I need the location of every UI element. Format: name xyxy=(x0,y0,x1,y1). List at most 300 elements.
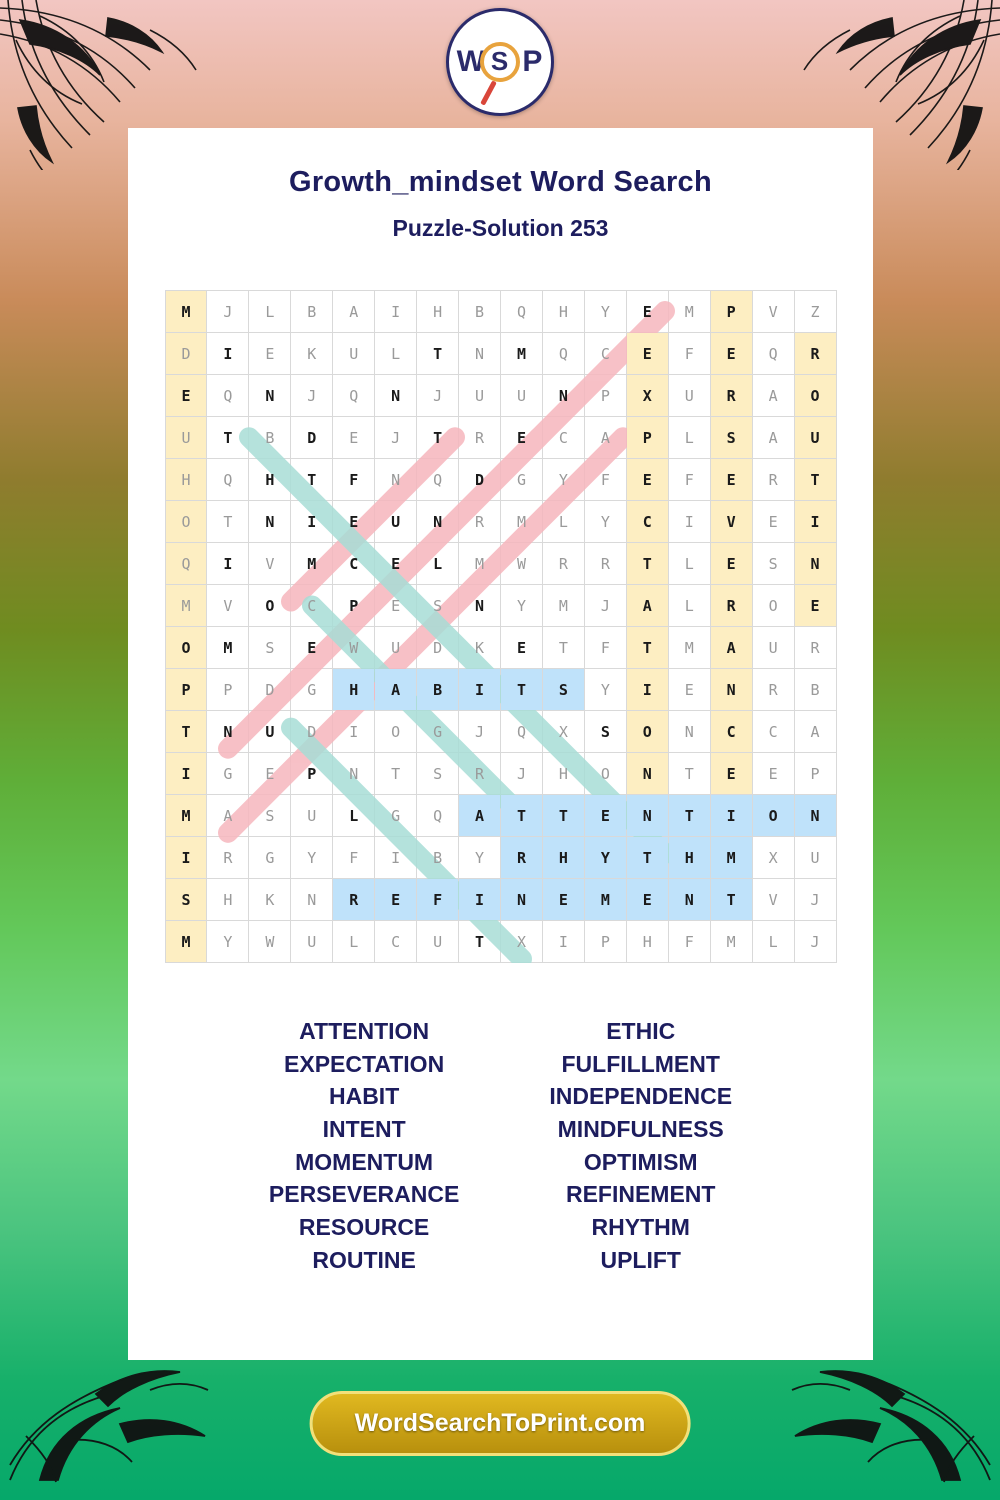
grid-cell[interactable]: K xyxy=(249,879,291,921)
grid-row xyxy=(165,459,836,501)
word-list-item: INDEPENDENCE xyxy=(549,1083,733,1110)
grid-cell[interactable]: P xyxy=(584,921,626,963)
grid-cell[interactable]: O xyxy=(165,627,207,669)
grid-cell[interactable]: I xyxy=(375,837,417,879)
grid-cell[interactable]: I xyxy=(668,501,710,543)
grid-cell[interactable]: T xyxy=(710,879,752,921)
grid-cell[interactable]: Q xyxy=(501,291,543,333)
grid-cell[interactable]: H xyxy=(668,837,710,879)
grid-cell[interactable]: M xyxy=(165,795,207,837)
grid-cell[interactable]: P xyxy=(291,753,333,795)
grid-cell[interactable]: U xyxy=(165,417,207,459)
grid-row xyxy=(165,291,836,333)
grid-cell[interactable]: T xyxy=(291,459,333,501)
grid-row xyxy=(165,711,836,753)
grid-cell[interactable]: E xyxy=(375,879,417,921)
grid-cell[interactable]: N xyxy=(794,795,836,837)
word-list-item: ETHIC xyxy=(606,1018,676,1044)
grid-cell[interactable]: A xyxy=(207,795,249,837)
grid-cell[interactable]: S xyxy=(249,795,291,837)
grid-cell[interactable]: C xyxy=(333,543,375,585)
grid-cell[interactable]: S xyxy=(249,627,291,669)
grid-cell[interactable]: T xyxy=(668,795,710,837)
grid-cell[interactable]: E xyxy=(501,627,543,669)
grid-cell[interactable]: O xyxy=(752,585,794,627)
word-list-item: ROUTINE xyxy=(312,1246,416,1273)
grid-cell[interactable]: L xyxy=(333,795,375,837)
grid-cell[interactable]: E xyxy=(584,795,626,837)
grid-cell[interactable]: H xyxy=(249,459,291,501)
grid-cell[interactable]: Y xyxy=(584,501,626,543)
word-list-item: UPLIFT xyxy=(600,1246,681,1273)
word-list-item: HABIT xyxy=(328,1083,400,1110)
grid-row xyxy=(165,543,836,585)
grid-cell[interactable]: K xyxy=(459,627,501,669)
grid-cell[interactable]: N xyxy=(249,375,291,417)
grid-cell[interactable]: E xyxy=(249,333,291,375)
grid-cell[interactable]: C xyxy=(291,585,333,627)
grid-cell[interactable]: R xyxy=(501,837,543,879)
grid-cell[interactable]: Q xyxy=(501,711,543,753)
grid-cell[interactable]: T xyxy=(668,753,710,795)
grid-cell[interactable]: I xyxy=(710,795,752,837)
grid-cell[interactable]: M xyxy=(710,837,752,879)
grid-cell[interactable]: Y xyxy=(584,669,626,711)
grid-cell[interactable]: T xyxy=(794,459,836,501)
grid-cell[interactable]: R xyxy=(333,879,375,921)
grid-cell[interactable]: I xyxy=(165,837,207,879)
grid-cell[interactable]: Q xyxy=(542,333,584,375)
grid-cell[interactable]: Y xyxy=(584,837,626,879)
grid-cell[interactable]: L xyxy=(249,291,291,333)
grid-cell[interactable]: T xyxy=(626,627,668,669)
grid-row xyxy=(165,627,836,669)
grid-cell[interactable]: O xyxy=(249,585,291,627)
site-url-button[interactable]: WordSearchToPrint.com xyxy=(310,1391,691,1456)
grid-cell[interactable]: J xyxy=(291,375,333,417)
grid-row xyxy=(165,753,836,795)
grid-cell[interactable]: N xyxy=(501,879,543,921)
grid-cell[interactable]: M xyxy=(501,501,543,543)
grid-cell[interactable]: O xyxy=(752,795,794,837)
grid-cell[interactable]: E xyxy=(752,501,794,543)
word-list-item: OPTIMISM xyxy=(583,1148,698,1175)
grid-cell[interactable]: N xyxy=(417,501,459,543)
grid-cell[interactable]: R xyxy=(459,753,501,795)
grid-cell[interactable]: L xyxy=(752,921,794,963)
grid-cell[interactable]: A xyxy=(794,711,836,753)
grid-cell[interactable]: L xyxy=(668,417,710,459)
grid-cell[interactable]: W xyxy=(333,627,375,669)
grid-cell[interactable]: U xyxy=(291,921,333,963)
word-list-item: ATTENTION xyxy=(299,1018,430,1044)
grid-cell[interactable]: B xyxy=(794,669,836,711)
grid-cell[interactable]: A xyxy=(375,669,417,711)
grid-cell[interactable]: T xyxy=(542,627,584,669)
grid-cell[interactable]: P xyxy=(165,669,207,711)
grid-cell[interactable]: P xyxy=(710,291,752,333)
grid-cell[interactable]: P xyxy=(207,669,249,711)
word-list-item: FULFILLMENT xyxy=(561,1050,720,1077)
grid-cell[interactable]: B xyxy=(291,291,333,333)
grid-cell[interactable]: I xyxy=(459,879,501,921)
grid-cell[interactable]: A xyxy=(752,417,794,459)
word-search-grid[interactable] xyxy=(165,290,837,963)
grid-cell[interactable]: D xyxy=(165,333,207,375)
grid-cell[interactable]: U xyxy=(794,837,836,879)
grid-cell[interactable]: Y xyxy=(459,837,501,879)
grid-cell[interactable]: R xyxy=(207,837,249,879)
grid-cell[interactable]: S xyxy=(417,753,459,795)
grid-cell[interactable]: T xyxy=(626,543,668,585)
grid-cell[interactable]: P xyxy=(333,585,375,627)
word-list-item: EXPECTATION xyxy=(284,1050,445,1077)
page-subtitle: Puzzle-Solution 253 xyxy=(392,215,609,241)
grid-cell[interactable]: F xyxy=(417,879,459,921)
logo-letter-s: S xyxy=(490,45,510,76)
grid-cell[interactable]: Q xyxy=(207,459,249,501)
grid-cell[interactable]: E xyxy=(501,417,543,459)
grid-cell[interactable]: M xyxy=(165,291,207,333)
grid-cell[interactable]: U xyxy=(501,375,543,417)
grid-cell[interactable]: X xyxy=(501,921,543,963)
word-list-item: PERSEVERANCE xyxy=(268,1181,460,1208)
grid-cell[interactable]: O xyxy=(165,501,207,543)
grid-cell[interactable]: L xyxy=(375,333,417,375)
grid-cell[interactable]: T xyxy=(501,669,543,711)
grid-cell[interactable]: U xyxy=(459,375,501,417)
grid-cell[interactable]: N xyxy=(249,501,291,543)
grid-cell[interactable]: O xyxy=(375,711,417,753)
grid-cell[interactable]: U xyxy=(375,627,417,669)
grid-cell[interactable]: R xyxy=(542,543,584,585)
grid-cell[interactable]: V xyxy=(752,879,794,921)
grid-cell[interactable]: M xyxy=(668,627,710,669)
grid-cell[interactable]: T xyxy=(417,417,459,459)
grid-cell[interactable]: E xyxy=(626,459,668,501)
grid-cell[interactable]: A xyxy=(710,627,752,669)
grid-cell[interactable]: E xyxy=(710,543,752,585)
grid-cell[interactable]: I xyxy=(165,753,207,795)
grid-cell[interactable]: H xyxy=(626,921,668,963)
grid-cell[interactable]: M xyxy=(710,921,752,963)
grid-cell[interactable]: D xyxy=(459,459,501,501)
grid-cell[interactable]: M xyxy=(668,291,710,333)
grid-cell[interactable]: V xyxy=(207,585,249,627)
grid-cell[interactable]: I xyxy=(542,921,584,963)
grid-cell[interactable]: F xyxy=(668,333,710,375)
grid-row xyxy=(165,921,836,963)
grid-cell[interactable]: T xyxy=(459,921,501,963)
grid-cell[interactable]: V xyxy=(249,543,291,585)
grid-cell[interactable]: W xyxy=(501,543,543,585)
grid-cell[interactable]: T xyxy=(165,711,207,753)
word-list-item: RHYTHM xyxy=(591,1213,690,1240)
grid-cell[interactable]: E xyxy=(668,669,710,711)
grid-cell[interactable]: E xyxy=(752,753,794,795)
grid-cell[interactable]: P xyxy=(584,375,626,417)
grid-cell[interactable]: E xyxy=(626,333,668,375)
grid-cell[interactable]: U xyxy=(375,501,417,543)
grid-cell[interactable]: N xyxy=(291,879,333,921)
grid-cell[interactable]: H xyxy=(542,291,584,333)
grid-cell[interactable]: N xyxy=(459,333,501,375)
grid-cell[interactable]: Q xyxy=(417,795,459,837)
word-list-left xyxy=(269,1015,459,1276)
word-list-item: RESOURCE xyxy=(298,1213,430,1240)
grid-cell[interactable]: N xyxy=(542,375,584,417)
grid-cell[interactable]: V xyxy=(710,501,752,543)
grid-cell[interactable]: L xyxy=(417,543,459,585)
site-logo xyxy=(446,8,554,116)
grid-cell[interactable]: R xyxy=(794,333,836,375)
grid-cell[interactable]: P xyxy=(794,753,836,795)
grid-cell[interactable]: A xyxy=(626,585,668,627)
grid-cell[interactable]: F xyxy=(333,459,375,501)
grid-cell[interactable]: M xyxy=(542,585,584,627)
word-list-item: MINDFULNESS xyxy=(557,1115,724,1142)
grid-cell[interactable]: R xyxy=(459,501,501,543)
grid-cell[interactable]: I xyxy=(794,501,836,543)
grid-cell[interactable]: M xyxy=(165,585,207,627)
grid-cell[interactable]: O xyxy=(584,753,626,795)
grid-cell[interactable]: H xyxy=(542,837,584,879)
grid-cell[interactable]: M xyxy=(165,921,207,963)
grid-cell[interactable]: M xyxy=(459,543,501,585)
grid-cell[interactable]: G xyxy=(375,795,417,837)
grid-cell[interactable]: J xyxy=(459,711,501,753)
grid-cell[interactable]: M xyxy=(584,879,626,921)
puzzle-sheet xyxy=(128,128,873,1360)
grid-cell[interactable]: T xyxy=(207,417,249,459)
grid-cell[interactable]: E xyxy=(291,627,333,669)
grid-cell[interactable]: A xyxy=(333,291,375,333)
grid-cell[interactable]: F xyxy=(668,459,710,501)
grid-cell[interactable]: V xyxy=(752,291,794,333)
grid-cell[interactable]: F xyxy=(333,837,375,879)
grid-cell[interactable]: M xyxy=(501,333,543,375)
grid-cell[interactable]: U xyxy=(668,375,710,417)
grid-cell[interactable]: U xyxy=(291,795,333,837)
grid-cell[interactable]: R xyxy=(794,627,836,669)
grid-cell[interactable]: B xyxy=(417,669,459,711)
grid-cell[interactable]: G xyxy=(207,753,249,795)
grid-cell[interactable]: M xyxy=(207,627,249,669)
grid-row xyxy=(165,585,836,627)
grid-cell[interactable]: E xyxy=(333,417,375,459)
grid-cell[interactable]: N xyxy=(375,459,417,501)
grid-cell[interactable]: F xyxy=(584,459,626,501)
grid-cell[interactable]: J xyxy=(207,291,249,333)
grid-cell[interactable]: I xyxy=(291,501,333,543)
grid-cell[interactable]: O xyxy=(626,711,668,753)
grid-cell[interactable]: R xyxy=(710,585,752,627)
grid-cell[interactable]: F xyxy=(668,921,710,963)
grid-cell[interactable]: E xyxy=(710,333,752,375)
grid-cell[interactable]: Q xyxy=(752,333,794,375)
grid-cell[interactable]: N xyxy=(668,879,710,921)
grid-cell[interactable]: U xyxy=(249,711,291,753)
grid-cell[interactable]: Z xyxy=(794,291,836,333)
grid-cell[interactable]: U xyxy=(417,921,459,963)
grid-cell[interactable]: J xyxy=(417,375,459,417)
grid-cell[interactable]: R xyxy=(710,375,752,417)
grid-cell[interactable]: I xyxy=(207,543,249,585)
grid-cell[interactable]: G xyxy=(291,669,333,711)
grid-cell[interactable]: B xyxy=(249,417,291,459)
grid-cell[interactable]: I xyxy=(207,333,249,375)
grid-cell[interactable]: I xyxy=(333,711,375,753)
grid-cell[interactable]: J xyxy=(794,879,836,921)
grid-cell[interactable]: R xyxy=(752,459,794,501)
grid-row xyxy=(165,417,836,459)
grid-cell[interactable]: H xyxy=(333,669,375,711)
grid-cell[interactable]: G xyxy=(249,837,291,879)
grid-cell[interactable]: D xyxy=(417,627,459,669)
grid-cell[interactable]: C xyxy=(584,333,626,375)
grid-row xyxy=(165,501,836,543)
logo-letter-w: W xyxy=(456,45,486,78)
grid-cell[interactable]: S xyxy=(752,543,794,585)
grid-cell[interactable]: A xyxy=(459,795,501,837)
grid-cell[interactable]: Y xyxy=(501,585,543,627)
grid-cell[interactable]: C xyxy=(375,921,417,963)
grid-cell[interactable]: E xyxy=(333,501,375,543)
grid-cell[interactable]: M xyxy=(291,543,333,585)
grid-cell[interactable]: S xyxy=(165,879,207,921)
grid-cell[interactable]: U xyxy=(794,417,836,459)
grid-cell[interactable]: Y xyxy=(542,459,584,501)
grid-cell[interactable]: N xyxy=(794,543,836,585)
grid-cell[interactable]: C xyxy=(626,501,668,543)
grid-cell[interactable]: Q xyxy=(417,459,459,501)
grid-cell[interactable]: T xyxy=(626,837,668,879)
grid-cell[interactable]: E xyxy=(710,459,752,501)
grid-cell[interactable]: O xyxy=(794,375,836,417)
grid-cell[interactable]: F xyxy=(584,627,626,669)
grid-cell[interactable]: D xyxy=(291,417,333,459)
grid-cell[interactable]: S xyxy=(710,417,752,459)
grid-cell[interactable]: C xyxy=(542,417,584,459)
grid-cell[interactable]: U xyxy=(752,627,794,669)
grid-cell[interactable]: L xyxy=(542,501,584,543)
grid-cell[interactable]: E xyxy=(375,585,417,627)
grid-cell[interactable]: D xyxy=(249,669,291,711)
word-list-right xyxy=(549,1015,732,1276)
word-lists xyxy=(128,1015,873,1276)
grid-cell[interactable]: L xyxy=(668,543,710,585)
grid-cell[interactable]: G xyxy=(417,711,459,753)
grid-row xyxy=(165,795,836,837)
grid-cell[interactable]: I xyxy=(375,291,417,333)
grid-cell[interactable]: N xyxy=(668,711,710,753)
grid-cell[interactable]: R xyxy=(459,417,501,459)
grid-cell[interactable]: I xyxy=(459,669,501,711)
grid-cell[interactable]: R xyxy=(584,543,626,585)
grid-cell[interactable]: Y xyxy=(207,921,249,963)
grid-cell[interactable]: Q xyxy=(165,543,207,585)
page-title: Growth_mindset Word Search xyxy=(288,166,712,198)
grid-cell[interactable]: N xyxy=(710,669,752,711)
grid-cell[interactable]: U xyxy=(333,333,375,375)
grid-cell[interactable]: H xyxy=(542,753,584,795)
grid-cell[interactable]: B xyxy=(417,837,459,879)
grid-cell[interactable]: T xyxy=(375,753,417,795)
grid-row xyxy=(165,333,836,375)
grid-cell[interactable]: N xyxy=(375,375,417,417)
grid-cell[interactable]: N xyxy=(459,585,501,627)
grid-cell[interactable]: E xyxy=(542,879,584,921)
grid-cell[interactable]: L xyxy=(333,921,375,963)
grid-cell[interactable]: E xyxy=(165,375,207,417)
grid-cell[interactable]: X xyxy=(542,711,584,753)
grid-cell[interactable]: N xyxy=(626,753,668,795)
grid-cell[interactable]: C xyxy=(752,711,794,753)
grid-cell[interactable]: T xyxy=(207,501,249,543)
grid-cell[interactable]: H xyxy=(417,291,459,333)
grid-cell[interactable]: E xyxy=(710,753,752,795)
grid-cell[interactable]: I xyxy=(626,669,668,711)
grid-cell[interactable]: S xyxy=(542,669,584,711)
grid-cell[interactable]: T xyxy=(501,795,543,837)
grid-cell[interactable]: E xyxy=(626,879,668,921)
grid-cell[interactable]: J xyxy=(375,417,417,459)
grid-cell[interactable]: E xyxy=(794,585,836,627)
grid-cell[interactable]: T xyxy=(542,795,584,837)
word-list-item: MOMENTUM xyxy=(295,1148,434,1175)
grid-cell[interactable]: R xyxy=(752,669,794,711)
grid-cell[interactable]: B xyxy=(459,291,501,333)
logo-letter-p: P xyxy=(522,45,544,78)
grid-cell[interactable]: E xyxy=(249,753,291,795)
grid-cell[interactable]: S xyxy=(417,585,459,627)
grid-cell[interactable]: X xyxy=(626,375,668,417)
grid-row xyxy=(165,837,836,879)
grid-cell[interactable]: H xyxy=(207,879,249,921)
word-list-item: INTENT xyxy=(322,1115,406,1142)
grid-cell[interactable]: K xyxy=(291,333,333,375)
grid-cell[interactable]: E xyxy=(375,543,417,585)
word-list-item: REFINEMENT xyxy=(565,1181,716,1208)
grid-row xyxy=(165,879,836,921)
grid-cell[interactable]: N xyxy=(333,753,375,795)
grid-cell[interactable]: J xyxy=(501,753,543,795)
grid-cell[interactable]: W xyxy=(249,921,291,963)
grid-cell[interactable]: P xyxy=(626,417,668,459)
grid-cell[interactable]: L xyxy=(668,585,710,627)
grid-row xyxy=(165,669,836,711)
grid-cell[interactable]: G xyxy=(501,459,543,501)
grid-cell[interactable]: J xyxy=(794,921,836,963)
grid-cell[interactable]: Y xyxy=(584,291,626,333)
grid-row xyxy=(165,375,836,417)
grid-cell[interactable]: A xyxy=(752,375,794,417)
grid-cell[interactable]: J xyxy=(584,585,626,627)
grid-cell[interactable]: C xyxy=(710,711,752,753)
grid-cell[interactable]: Y xyxy=(291,837,333,879)
grid-cell[interactable]: H xyxy=(165,459,207,501)
grid-cell[interactable]: T xyxy=(417,333,459,375)
grid-cell[interactable]: E xyxy=(626,291,668,333)
grid-cell[interactable]: Q xyxy=(333,375,375,417)
grid-cell[interactable]: X xyxy=(752,837,794,879)
grid-cell[interactable]: N xyxy=(207,711,249,753)
grid-cell[interactable]: S xyxy=(584,711,626,753)
grid-cell[interactable]: Q xyxy=(207,375,249,417)
grid-cell[interactable]: D xyxy=(291,711,333,753)
grid-cell[interactable]: A xyxy=(584,417,626,459)
grid-cell[interactable]: N xyxy=(626,795,668,837)
